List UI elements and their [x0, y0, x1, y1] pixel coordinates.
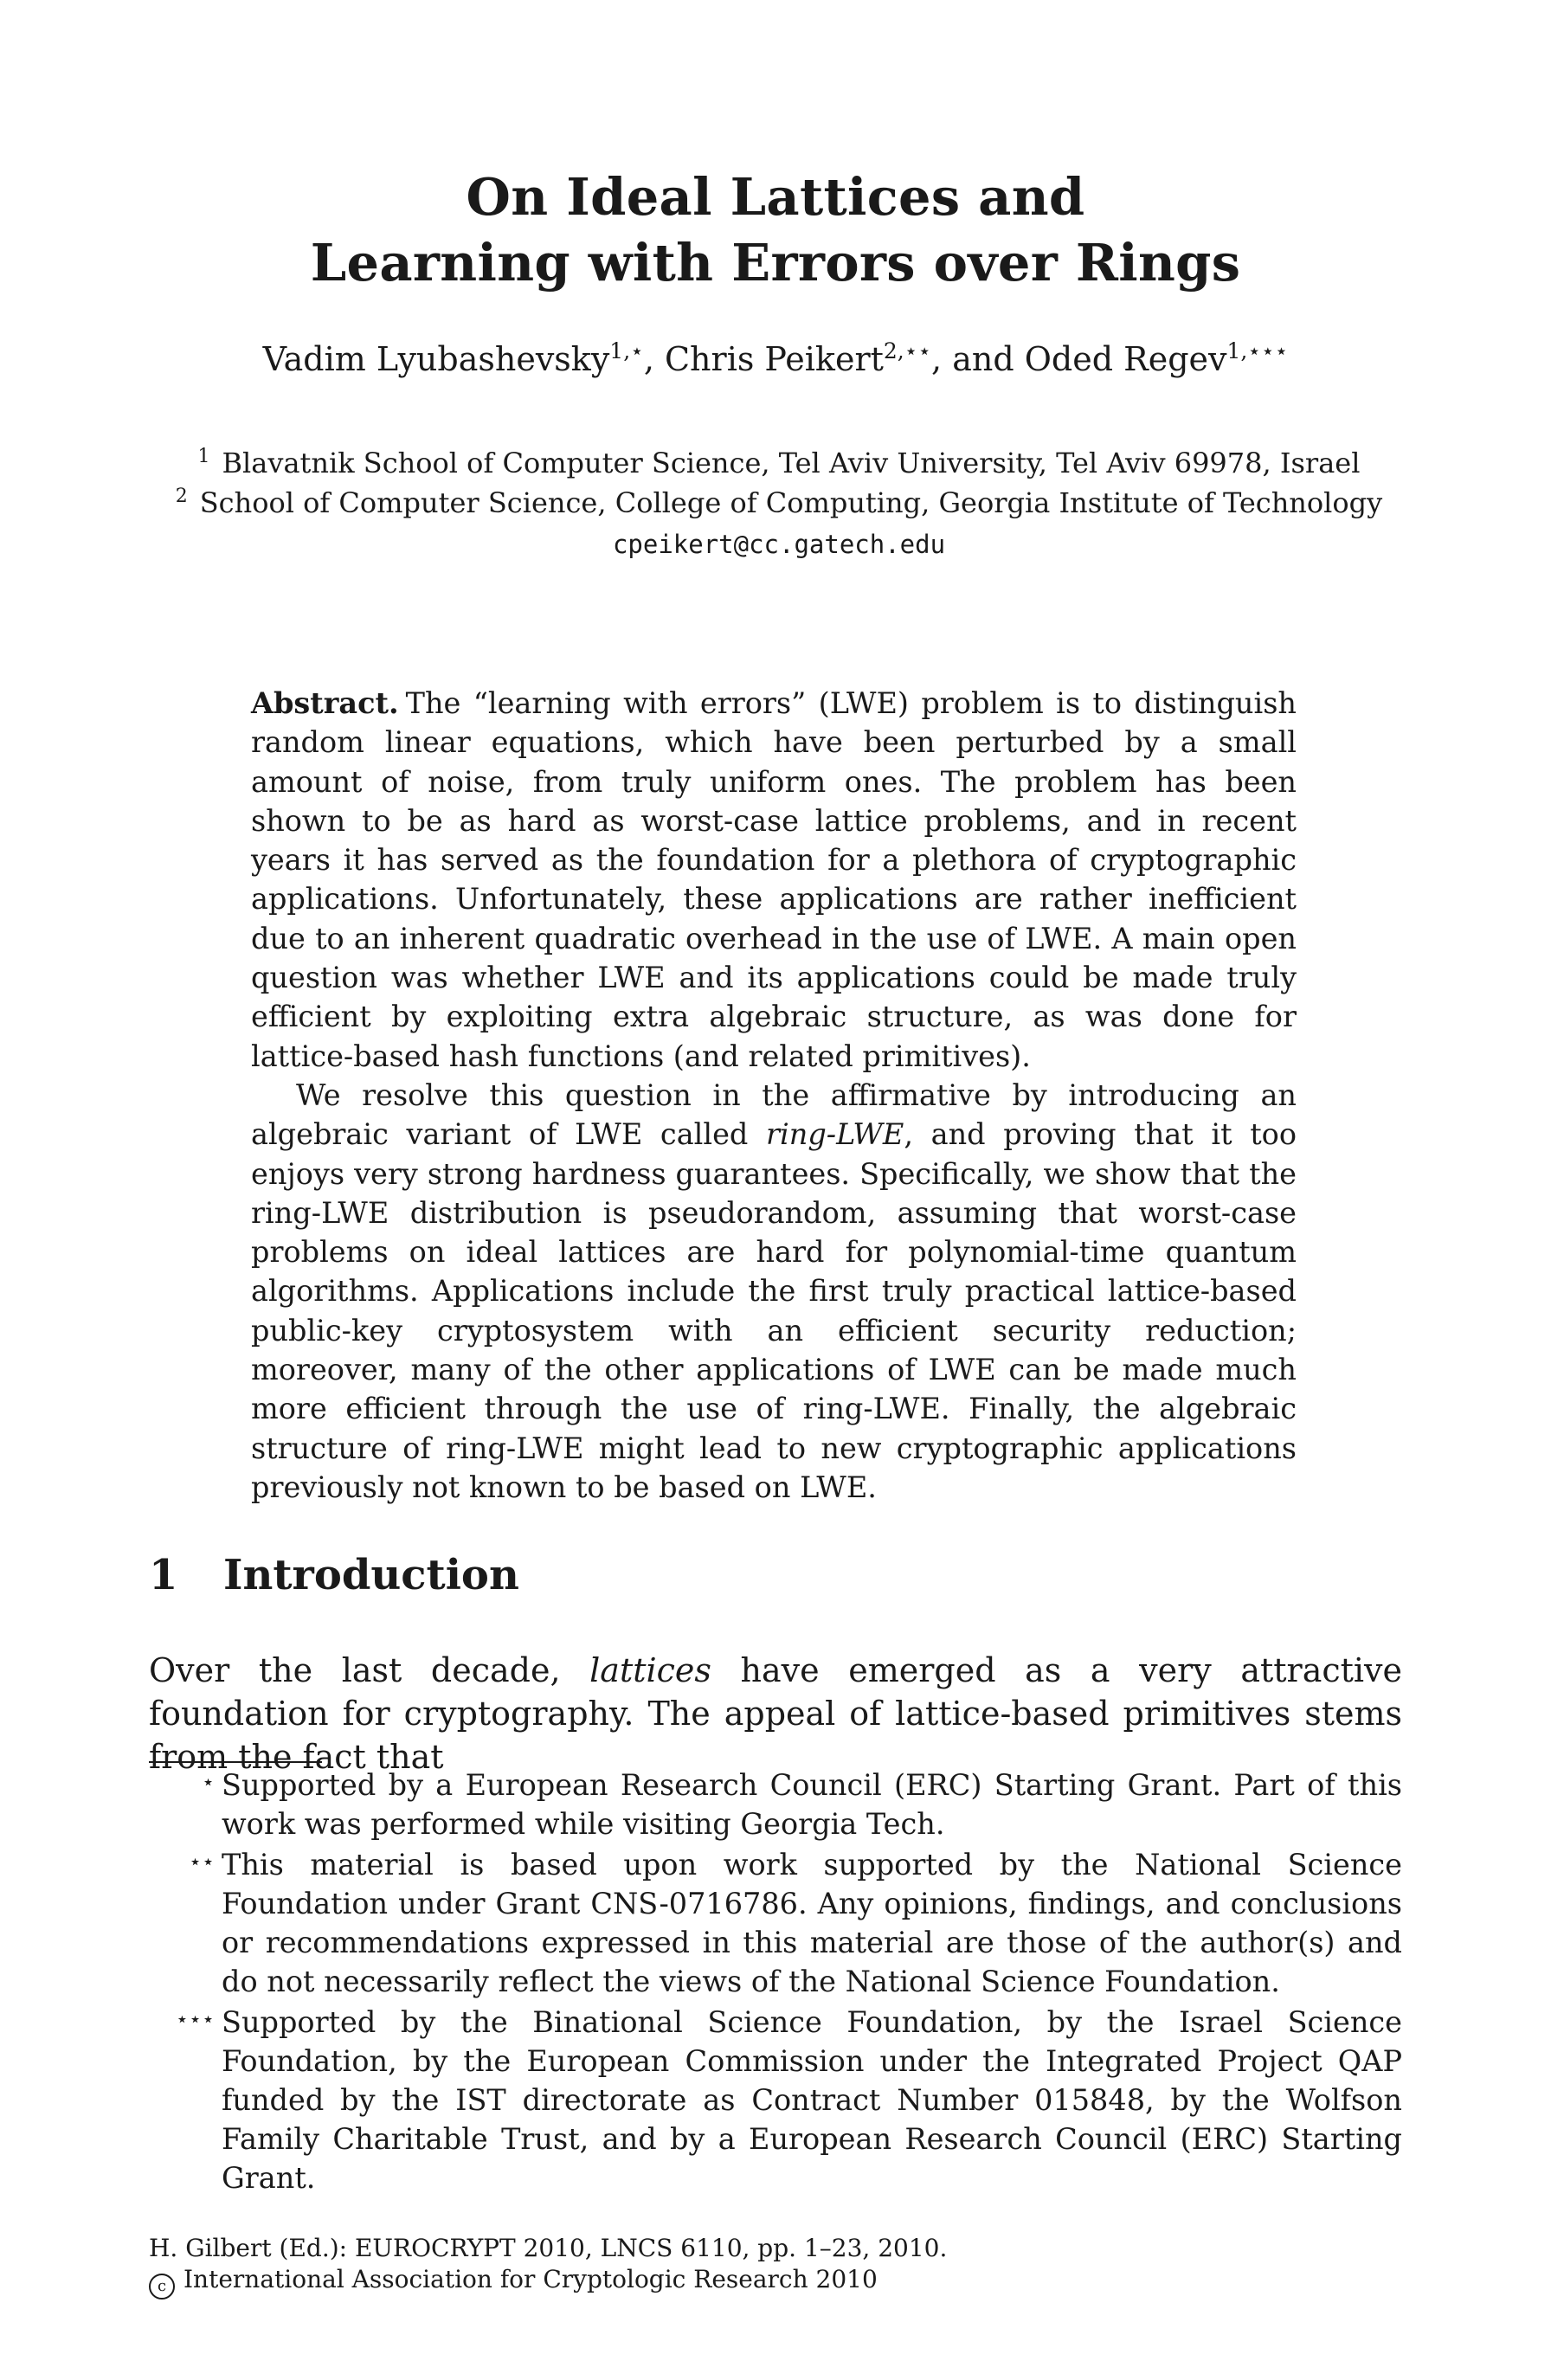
- abstract-paragraph-1: [251, 684, 1297, 1076]
- abstract-text: The “learning with errors” (LWE) problem is to distinguish random linear equations, which have been perturbed by a small amount of noise, from truly uniform ones. The problem has been shown to be as hard as worst-case lattice problems, and in recent years it has served as the foundation for a plethora of cryptographic applications. Unfortunately, these applications are rather inefficient due to an inherent quadratic overhead in the use of LWE. A main open question was whether LWE and its applications could be made truly efficient by exploiting extra algebraic structure, as was done for lattice-based hash functions (and related primitives).: [251, 686, 1297, 1073]
- footnote-text: Supported by the Binational Science Foundation, by the Israel Science Foundation, by the European Commission under the Integrated Project QAP funded by the IST directorate as Contract Number 015848, by the Wolfson Family Charitable Trust, and by a European Research Council (ERC) Starting Grant.: [222, 2005, 1402, 2195]
- intro-text: [149, 1649, 1402, 1779]
- publication-info: [149, 2233, 1402, 2300]
- title-line-1: On Ideal Lattices and: [466, 167, 1085, 227]
- author-name: Vadim Lyubashevsky: [262, 340, 610, 378]
- copyright-icon: c: [149, 2274, 175, 2300]
- author-list: [0, 338, 1551, 381]
- copyright-text: International Association for Cryptologic Research 2010: [183, 2265, 878, 2293]
- contact-email[interactable]: cpeikert@cc.gatech.edu: [612, 530, 946, 559]
- affiliation-text: Blavatnik School of Computer Science, Tel Aviv University, Tel Aviv 69978, Israel: [222, 447, 1361, 479]
- author-mark: 2,⋆⋆: [883, 338, 932, 363]
- abstract: [251, 684, 1297, 1507]
- paper-title: [0, 164, 1551, 296]
- affiliation-text: School of Computer Science, College of Computing, Georgia Institute of Technology: [199, 486, 1383, 519]
- affiliation-number: 1: [197, 446, 210, 467]
- section-heading: [149, 1549, 519, 1601]
- author-separator: , and: [931, 340, 1025, 378]
- title-line-2: Learning with Errors over Rings: [310, 233, 1241, 293]
- affiliation-2: [156, 483, 1402, 523]
- section-title: Introduction: [223, 1551, 519, 1599]
- affiliations: [156, 443, 1402, 564]
- abstract-paragraph-2: [251, 1076, 1297, 1507]
- footnote-rule: [149, 1761, 322, 1763]
- footnotes: [149, 1766, 1402, 2199]
- ring-lwe-term: ring-LWE: [766, 1117, 904, 1152]
- author-name: Chris Peikert: [664, 340, 884, 378]
- footnote: [149, 1845, 1402, 2001]
- footnote: [149, 1766, 1402, 1843]
- footnote-mark: ⋆: [201, 1770, 215, 1794]
- footnote-text: Supported by a European Research Council (ERC) Starting Grant. Part of this work was performed while visiting Georgia Tech.: [222, 1768, 1402, 1841]
- author-mark: 1,⋆⋆⋆: [1226, 338, 1289, 363]
- affiliation-1: [156, 443, 1402, 483]
- footnote-text: This material is based upon work supported by the National Science Foundation under Grant CNS-0716786. Any opinions, findings, and conclusions or recommendations expressed in this material are those of the author(s) and do not necessarily reflect the views of the National Science Foundation.: [222, 1848, 1402, 1998]
- abstract-text: , and proving that it too enjoys very strong hardness guarantees. Specifically, we show that the ring-LWE distribution is pseudorandom, assuming that worst-case problems on ideal lattices are hard for polynomial-time quantum algorithms. Applications include the first truly practical lattice-based public-key cryptosystem with an efficient security reduction; moreover, many of the other applications of LWE can be made much more efficient through the use of ring-LWE. Finally, the algebraic structure of ring-LWE might lead to new cryptographic applications previously not known to be based on LWE.: [251, 1117, 1297, 1504]
- copyright-line: [149, 2264, 1402, 2300]
- citation-line: H. Gilbert (Ed.): EUROCRYPT 2010, LNCS 6110, pp. 1–23, 2010.: [149, 2234, 948, 2262]
- footnote: [149, 2003, 1402, 2197]
- affiliation-number: 2: [175, 486, 188, 507]
- body-text: Over the last decade,: [149, 1651, 590, 1689]
- intro-paragraph: [149, 1649, 1402, 1779]
- author-name: Oded Regev: [1024, 340, 1227, 378]
- abstract-label: Abstract.: [251, 686, 399, 720]
- author-separator: ,: [643, 340, 665, 378]
- section-number: 1: [149, 1551, 178, 1599]
- abstract-text: We resolve this question in the affirmative by introducing an algebraic variant of LWE called: [251, 1077, 1297, 1152]
- author-mark: 1,⋆: [609, 338, 644, 363]
- body-text: have emerged as a very attractive foundation for cryptography. The appeal of lattice-based primitives stems from the fact that: [149, 1651, 1403, 1776]
- footnote-mark: ⋆⋆: [188, 1849, 215, 1874]
- footnote-mark: ⋆⋆⋆: [175, 2007, 215, 2031]
- lattices-term: lattices: [589, 1651, 711, 1689]
